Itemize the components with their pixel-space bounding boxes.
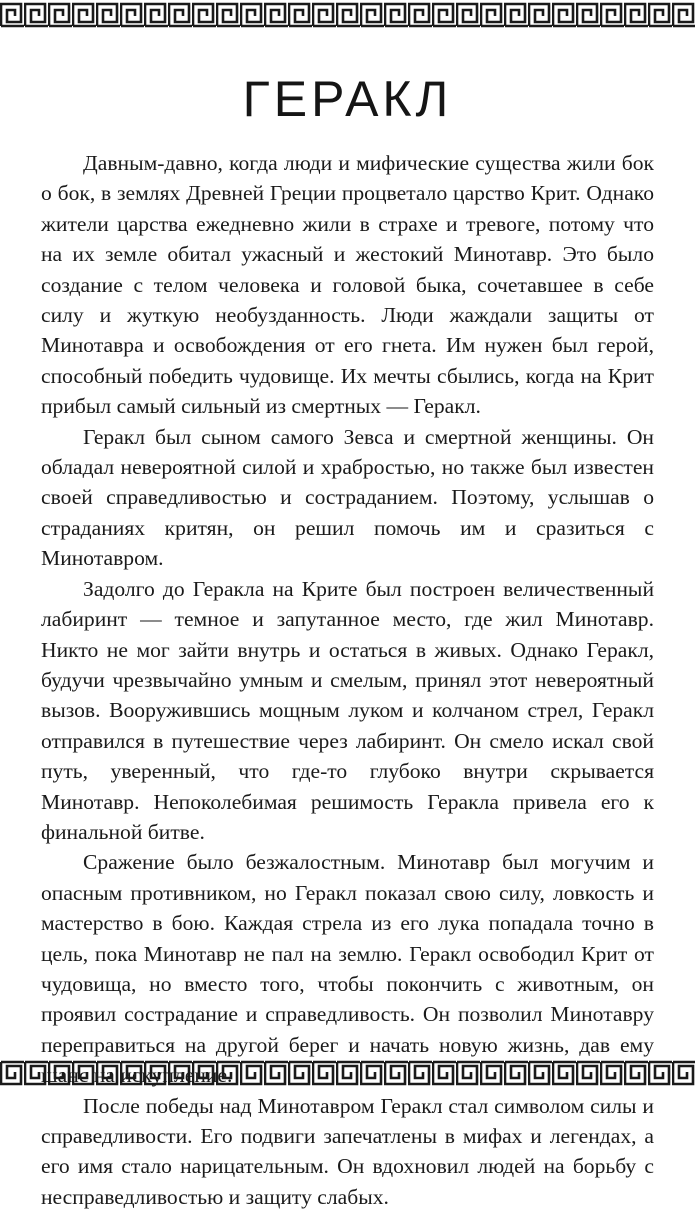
paragraph: После победы над Минотавром Геракл стал символом силы и справедливости. Его подвиги запечатлены в мифах и легендах, а его имя стало нарицательным. Он вдохновил людей на борьбу с несправедливостью и защиту слабых. — [41, 1093, 654, 1209]
greek-key-border-top — [0, 0, 695, 30]
page-title: ГЕРАКЛ — [242, 71, 453, 127]
paragraph: Давным-давно, когда люди и мифические существа жили бок о бок, в землях Древней Греции процветало царство Крит. Однако жители царства ежедневно жили в страхе и тревоге, потому что на их земле обитал ужасный и жестокий Минотавр. Это было создание с телом человека и головой быка, сочетавшее в себе силу и жуткую необузданность. Люди жаждали защиты от Минотавра и освобождения от его гнета. Им нужен был герой, способный победить чудовище. Их мечты сбылись, когда на Крит прибыл самый сильный из смертных — Геракл. — [41, 151, 654, 419]
paragraph: Геракл был сыном самого Зевса и смертной женщины. Он обладал невероятной силой и храбростью, но также был известен своей справедливостью и состраданием. Поэтому, услышав о страданиях критян, он решил помочь им и сразиться с Минотавром. — [41, 424, 654, 571]
greek-key-pattern-icon — [0, 1058, 695, 1088]
paragraph: Сражение было безжалостным. Минотавр был могучим и опасным противником, но Геракл показал свою силу, ловкость и мастерство в бою. Каждая стрела из его лука попадала точно в цель, пока Минотавр не пал на землю. Геракл освободил Крит от чудовища, но вместо того, чтобы покончить с животным, он проявил сострадание и справедливость. Он позволил Минотавру переправиться на другой берег и начать новую жизнь, дав ему — [41, 850, 654, 1057]
greek-key-pattern-icon — [0, 0, 695, 30]
paragraph: Задолго до Геракла на Крите был построен величественный лабиринт — темное и запутанное место, где жил Минотавр. Никто не мог зайти внутрь и остаться в живых. Однако Геракл, будучи чрезвычайно умным и смелым, принял этот невероятный вызов. Вооружившись мощным луком и колчаном стрел, Геракл отправился в путешествие через лабиринт. Он смело искал свой путь, уверенный, что где-то глубоко внутри скрывается Минотавр. Непоколебимая решимость Геракла привела его к финальной битве. — [41, 576, 654, 844]
story-text — [41, 148, 654, 1212]
greek-key-border-bottom — [0, 1058, 695, 1088]
